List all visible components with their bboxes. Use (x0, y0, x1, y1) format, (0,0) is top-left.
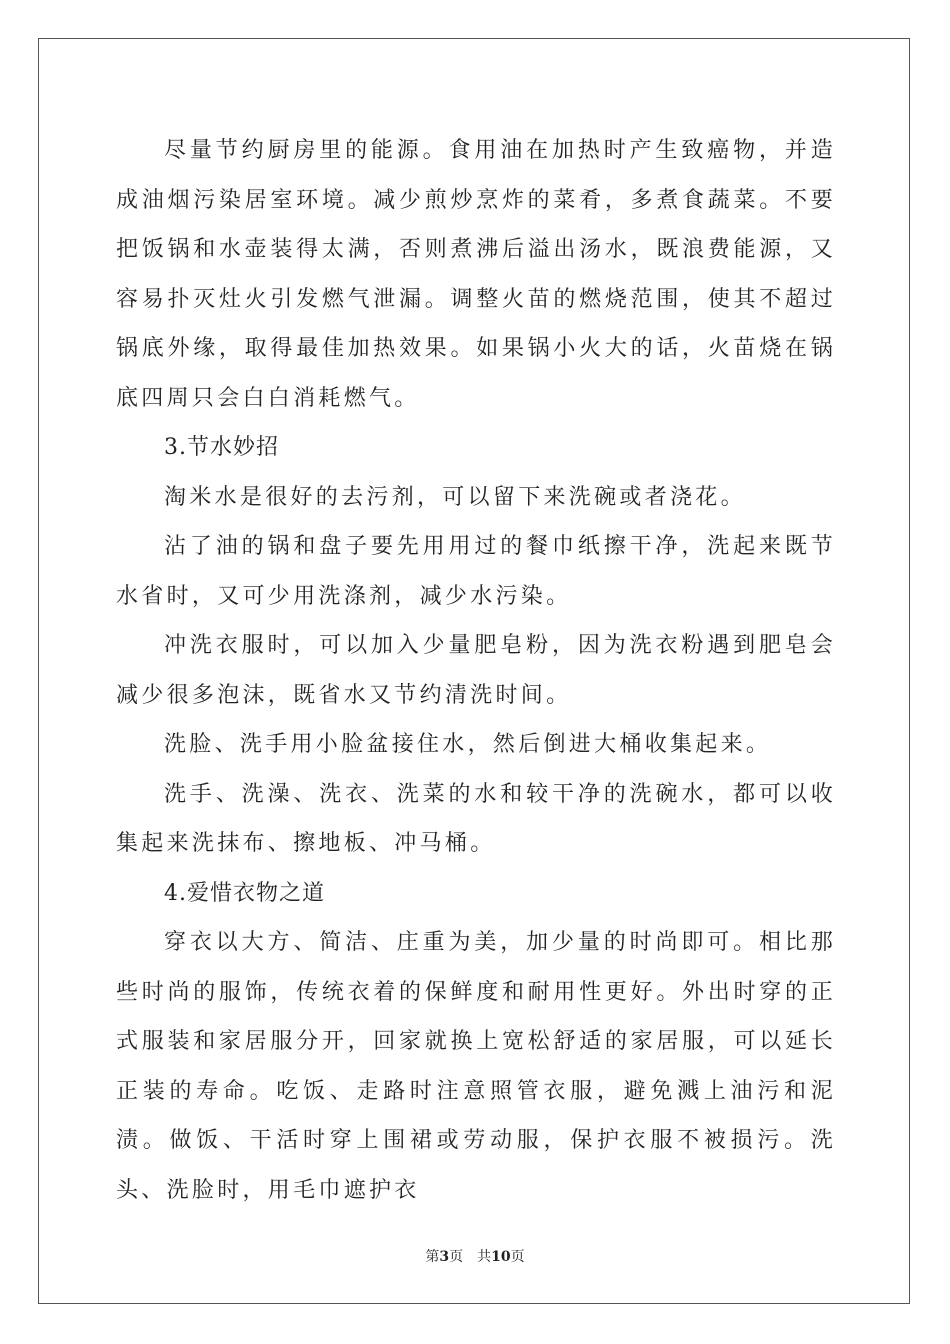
section-heading-water-saving: 3.节水妙招 (164, 435, 279, 460)
paragraph-rice-water: 淘米水是很好的去污剂，可以留下来洗碗或者浇花。 (164, 484, 746, 510)
paragraph-basin: 洗脸、洗手用小脸盆接住水，然后倒进大桶收集起来。 (164, 732, 772, 757)
section-heading-clothes-care: 4.爱惜衣物之道 (164, 880, 325, 906)
paragraph-kitchen-energy: 尽量节约厨房里的能源。食用油在加热时产生致癌物，并造成油烟污染居室环境。减少煎炒烹炸的菜肴，多煮食蔬菜。不要把饭锅和水壶装得太满，否则煮沸后溢出汤水，既浪费能源，又容易扑灭灶火引发燃气泄漏。调整火苗的燃烧范围，使其不超过锅底外缘，取得最佳加热效果。如果锅小火大的话，火苗烧在锅底四周只会白白消耗燃气。 (116, 138, 836, 411)
paragraph-clothing: 穿衣以大方、简洁、庄重为美，加少量的时尚即可。相比那些时尚的服饰，传统衣着的保鲜度和耐用性更好。外出时穿的正式服装和家居服分开，回家就换上宽松舒适的家居服，可以延长正装的寿命。吃饭、走路时注意照管衣服，避免溅上油污和泥渍。做饭、干活时穿上围裙或劳动服，保护衣服不被损污。洗头、洗脸时，用毛巾遮护衣 (116, 930, 836, 1203)
footer-page-suffix: 页 (449, 1249, 464, 1265)
paragraph-reuse-water: 洗手、洗澡、洗衣、洗菜的水和较干净的洗碗水，都可以收集起来洗抹布、擦地板、冲马桶。 (116, 781, 836, 856)
document-body (116, 126, 836, 1215)
footer-page-number: 3 (439, 1249, 450, 1265)
paragraph-greasy-pots: 沾了油的锅和盘子要先用用过的餐巾纸擦干净，洗起来既节水省时，又可少用洗涤剂，减少水污染。 (116, 534, 836, 609)
page-footer (0, 1246, 950, 1266)
footer-total-pages: 10 (491, 1249, 511, 1265)
paragraph-rinsing-clothes: 冲洗衣服时，可以加入少量肥皂粉，因为洗衣粉遇到肥皂会减少很多泡沫，既省水又节约清洗时间。 (116, 633, 836, 708)
footer-page-prefix: 第 (425, 1249, 440, 1265)
footer-total-prefix: 共 (477, 1249, 492, 1265)
footer-total-suffix: 页 (510, 1249, 525, 1265)
